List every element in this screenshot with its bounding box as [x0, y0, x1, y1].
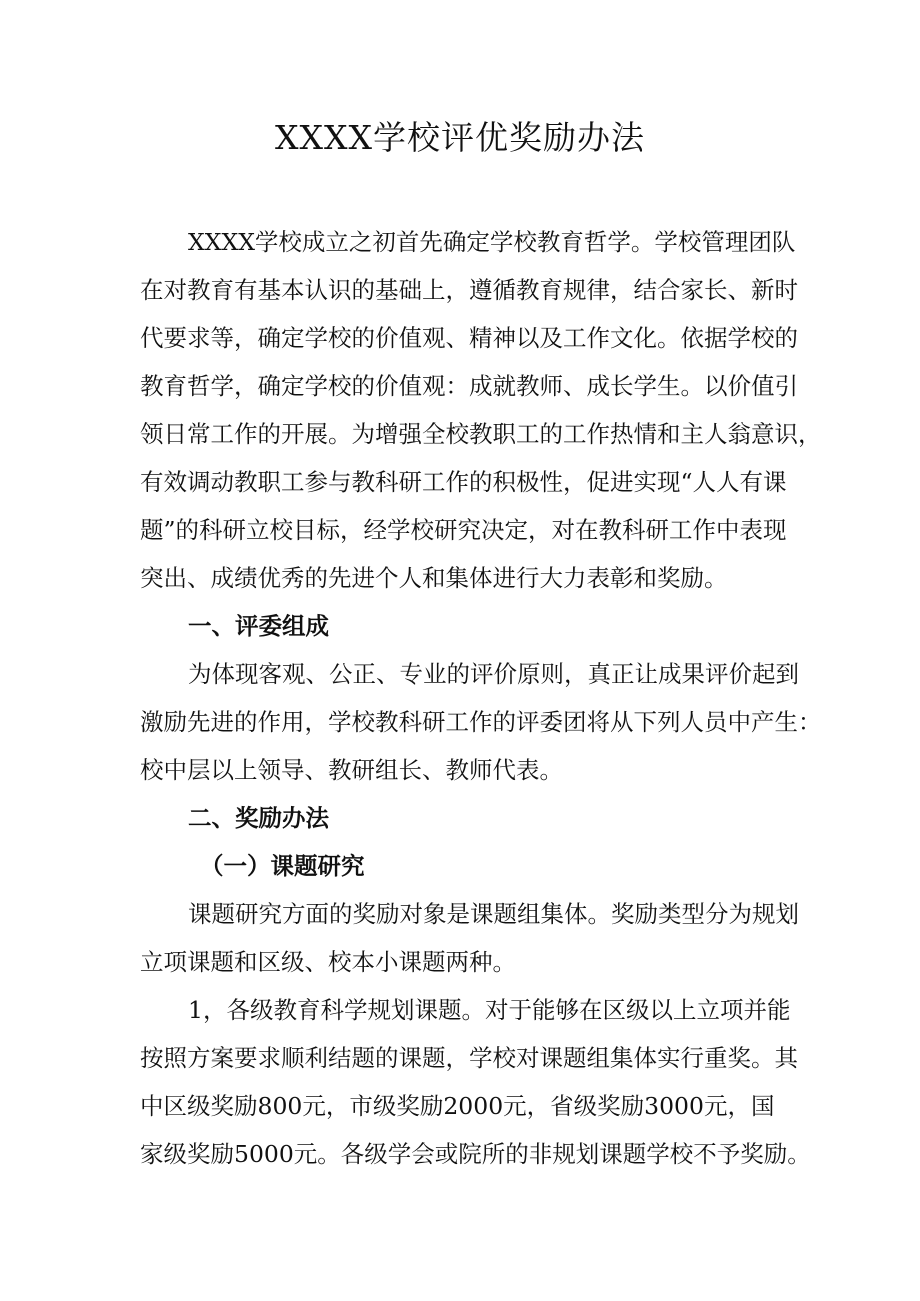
document-title: XXXX学校评优奖励办法 — [275, 118, 645, 157]
paragraph-line: 教育哲学，确定学校的价值观：成就教师、成长学生。以价值引 — [140, 372, 798, 400]
paragraph-line: 课题研究方面的奖励对象是课题组集体。奖励类型分为规划 — [188, 900, 799, 928]
paragraph-line: 家级奖励5000元。各级学会或院所的非规划课题学校不予奖励。 — [140, 1140, 811, 1168]
paragraph-line: 1，各级教育科学规划课题。对于能够在区级以上立项并能 — [188, 996, 791, 1024]
subsection-heading: （一）课题研究 — [200, 852, 365, 880]
paragraph-line: 激励先进的作用，学校教科研工作的评委团将从下列人员中产生： — [140, 708, 822, 736]
section-heading: 一、评委组成 — [188, 612, 329, 640]
paragraph-line: 有效调动教职工参与教科研工作的积极性，促进实现“人人有课 — [140, 468, 787, 496]
paragraph-line: 校中层以上领导、教研组长、教师代表。 — [140, 756, 563, 784]
paragraph-line: 在对教育有基本认识的基础上，遵循教育规律，结合家长、新时 — [140, 276, 798, 304]
section-heading: 二、奖励办法 — [188, 804, 329, 832]
paragraph-line: XXXX学校成立之初首先确定学校教育哲学。学校管理团队 — [188, 228, 796, 256]
paragraph-line: 代要求等，确定学校的价值观、精神以及工作文化。依据学校的 — [140, 324, 798, 352]
paragraph-line: 题”的科研立校目标，经学校研究决定，对在教科研工作中表现 — [140, 516, 787, 544]
paragraph-line: 立项课题和区级、校本小课题两种。 — [140, 948, 516, 976]
paragraph-line: 中区级奖励800元，市级奖励2000元，省级奖励3000元，国 — [140, 1092, 775, 1120]
paragraph-line: 突出、成绩优秀的先进个人和集体进行大力表彰和奖励。 — [140, 564, 728, 592]
paragraph-line: 按照方案要求顺利结题的课题，学校对课题组集体实行重奖。其 — [140, 1044, 798, 1072]
paragraph-line: 为体现客观、公正、专业的评价原则，真正让成果评价起到 — [188, 660, 799, 688]
paragraph-line: 领日常工作的开展。为增强全校教职工的工作热情和主人翁意识， — [140, 420, 822, 448]
